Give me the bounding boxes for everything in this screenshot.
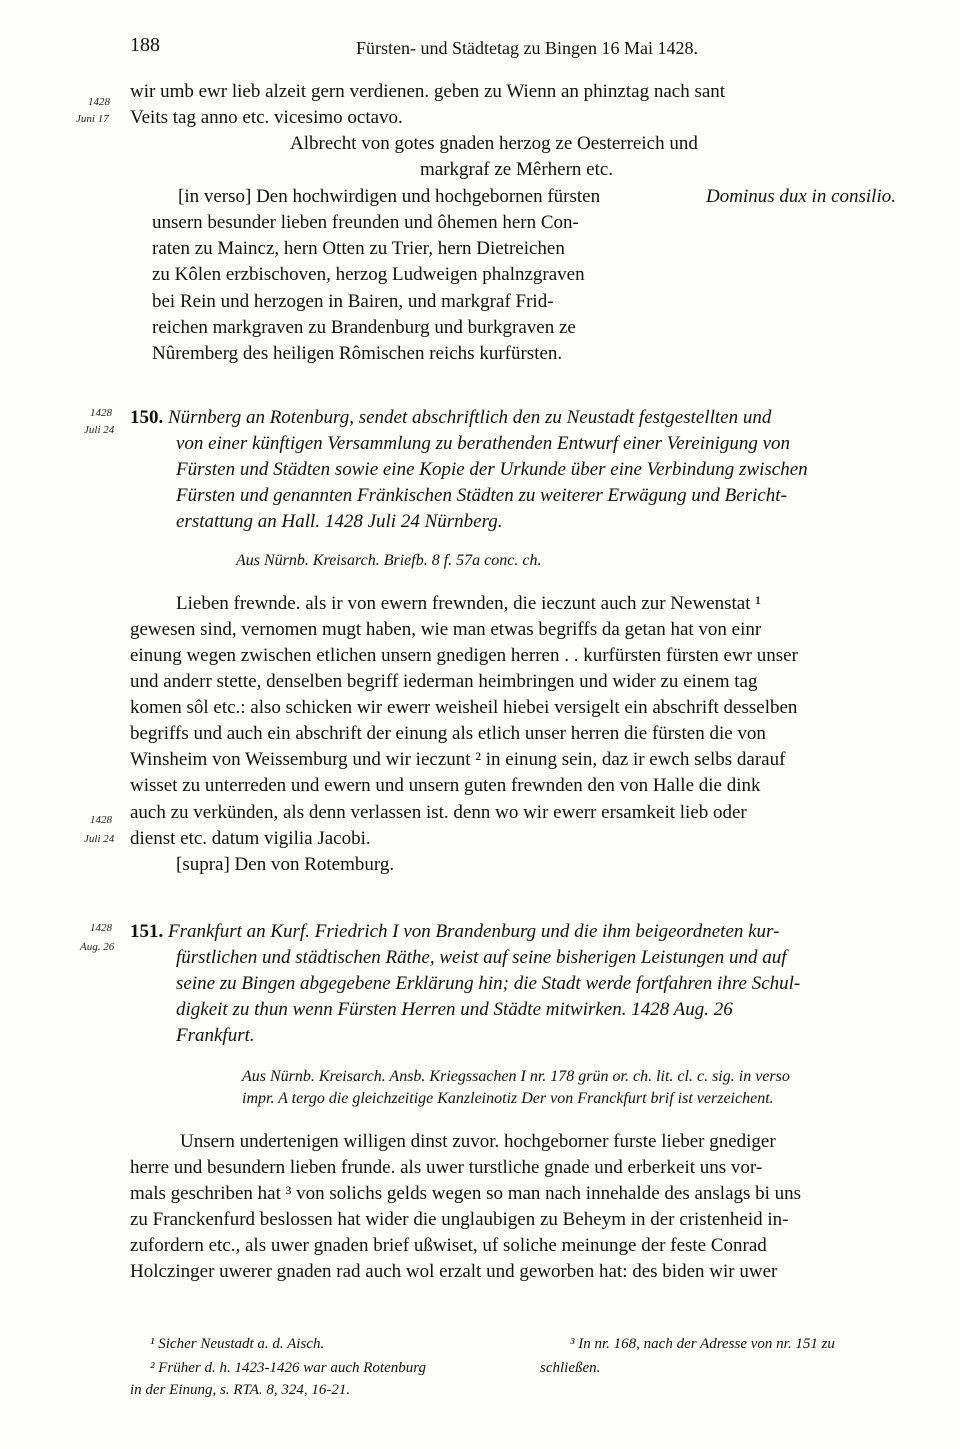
margin-date-year: 1428	[90, 407, 112, 419]
doc-number: 150.	[130, 407, 164, 428]
signature-line: Albrecht von gotes gnaden herzog ze Oesterreich und	[290, 133, 698, 154]
summary-line: Nürnberg an Rotenburg, sendet abschriftlich den zu Neustadt festgestellten und	[168, 407, 772, 428]
address-line: reichen markgraven zu Brandenburg und burkgraven ze	[152, 317, 576, 338]
footnote-3: ³ In nr. 168, nach der Adresse von nr. 151 zu	[570, 1336, 835, 1352]
margin-date-year: 1428	[88, 96, 110, 108]
body-line: einung wegen zwischen etlichen unsern gnedigen herren . . kurfürsten fürsten ewr unser	[130, 645, 798, 666]
summary-line: Frankfurt.	[176, 1025, 255, 1046]
text-line: Veits tag anno etc. vicesimo octavo.	[130, 107, 403, 128]
summary-line: seine zu Bingen abgegebene Erklärung hin; die Stadt werde fortfahren ihre Schul-	[176, 973, 801, 994]
body-line: mals geschriben hat ³ von solichs gelds wegen so man nach innehalde des anslags bi uns	[130, 1183, 802, 1204]
body-line: auch zu verkünden, als denn verlassen ist. denn wo wir ewerr ersamkeit lieb oder	[130, 802, 747, 823]
page-number: 188	[130, 34, 160, 56]
address-line: Nûremberg des heiligen Rômischen reichs kurfürsten.	[152, 343, 563, 364]
margin-date-day: Juli 24	[84, 833, 115, 845]
margin-date-day: Juni 17	[76, 113, 109, 125]
body-line: [supra] Den von Rotemburg.	[176, 854, 395, 875]
footnote-1: ¹ Sicher Neustadt a. d. Aisch.	[150, 1336, 325, 1352]
margin-date-year: 1428	[90, 814, 112, 826]
doc-151-heading	[130, 922, 779, 943]
body-line: und anderr stette, denselben begriff iederman heimbringen und wider zu einem tag	[130, 671, 758, 692]
footnote-2-cont: in der Einung, s. RTA. 8, 324, 16-21.	[130, 1382, 351, 1398]
address-line: [in verso] Den hochwirdigen und hochgebornen fürsten	[178, 186, 601, 207]
body-line: komen sôl etc.: also schicken wir ewerr weisheil hiebei versigelt ein abschrift desselben	[130, 697, 798, 718]
footnote-3-cont: schließen.	[540, 1360, 601, 1376]
body-line: Lieben frewnde. als ir von ewern frewnden, die ieczunt auch zur Newenstat ¹	[176, 593, 761, 614]
body-line: Unsern undertenigen willigen dinst zuvor. hochgeborner furste lieber gnediger	[180, 1131, 776, 1152]
body-line: zu Franckenfurd beslossen hat wider die unglaubigen zu Beheym in der cristenheid in-	[130, 1209, 789, 1230]
address-line: bei Rein und herzogen in Bairen, und markgraf Frid-	[152, 291, 554, 312]
body-line: wisset zu unterreden und ewern und unsern guten frewnden den von Halle die dink	[130, 775, 761, 796]
address-line: zu Kôlen erzbischoven, herzog Ludweigen phalnzgraven	[152, 264, 585, 285]
body-line: begriffs und auch ein abschrift der einung als etlich unser herren die fürsten die von	[130, 723, 766, 744]
body-line: herre und besundern lieben frunde. als uwer turstliche gnade und erberkeit uns vor-	[130, 1157, 763, 1178]
summary-line: Fürsten und genannten Fränkischen Städten zu weiterer Erwägung und Bericht-	[176, 485, 787, 506]
body-line: dienst etc. datum vigilia Jacobi.	[130, 828, 371, 849]
text-line: wir umb ewr lieb alzeit gern verdienen. geben zu Wienn an phinztag nach sant	[130, 81, 726, 102]
summary-line: digkeit zu thun wenn Fürsten Herren und Städte mitwirken. 1428 Aug. 26	[176, 999, 733, 1020]
margin-date-year: 1428	[90, 922, 112, 934]
doc-number: 151.	[130, 921, 164, 942]
address-line: raten zu Maincz, hern Otten zu Trier, hern Dietreichen	[152, 238, 565, 259]
summary-line: erstattung an Hall. 1428 Juli 24 Nürnberg.	[176, 511, 503, 532]
source-note: impr. A tergo die gleichzeitige Kanzleinotiz Der von Franckfurt brif ist verzeichent.	[242, 1090, 774, 1107]
margin-date-day: Juli 24	[84, 424, 115, 436]
summary-line: fürstlichen und städtischen Räthe, weist auf seine bisherigen Leistungen und auf	[176, 947, 787, 968]
footnote-2: ² Früher d. h. 1423-1426 war auch Rotenburg	[150, 1360, 427, 1376]
source-note: Aus Nürnb. Kreisarch. Ansb. Kriegssachen I nr. 178 grün or. ch. lit. cl. c. sig. in verso	[242, 1068, 790, 1085]
margin-date-day: Aug. 26	[80, 941, 115, 953]
source-note: Aus Nürnb. Kreisarch. Briefb. 8 f. 57a conc. ch.	[236, 552, 542, 569]
body-line: Holczinger uwerer gnaden rad auch wol erzalt und geworben hat: des biden wir uwer	[130, 1261, 778, 1282]
summary-line: Frankfurt an Kurf. Friedrich I von Brandenburg und die ihm beigeordneten kur-	[168, 921, 780, 942]
summary-line: Fürsten und Städten sowie eine Kopie der Urkunde über eine Verbindung zwischen	[176, 459, 808, 480]
doc-150-heading	[130, 408, 771, 429]
address-line: unsern besunder lieben freunden und ôhemen hern Con-	[152, 212, 579, 233]
signature-line: markgraf ze Mêrhern etc.	[420, 159, 614, 180]
side-note: Dominus dux in consilio.	[706, 186, 896, 207]
body-line: zufordern etc., als uwer gnaden brief ußwiset, uf soliche meinunge der feste Conrad	[130, 1235, 767, 1256]
body-line: Winsheim von Weissemburg und wir ieczunt ² in einung sein, daz ir ewch selbs darauf	[130, 749, 786, 770]
running-title: Fürsten- und Städtetag zu Bingen 16 Mai 1428.	[356, 38, 698, 58]
summary-line: von einer künftigen Versammlung zu berathenden Entwurf einer Vereinigung von	[176, 433, 791, 454]
body-line: gewesen sind, vernomen mugt haben, wie man etwas begriffs da getan hat von einr	[130, 619, 762, 640]
